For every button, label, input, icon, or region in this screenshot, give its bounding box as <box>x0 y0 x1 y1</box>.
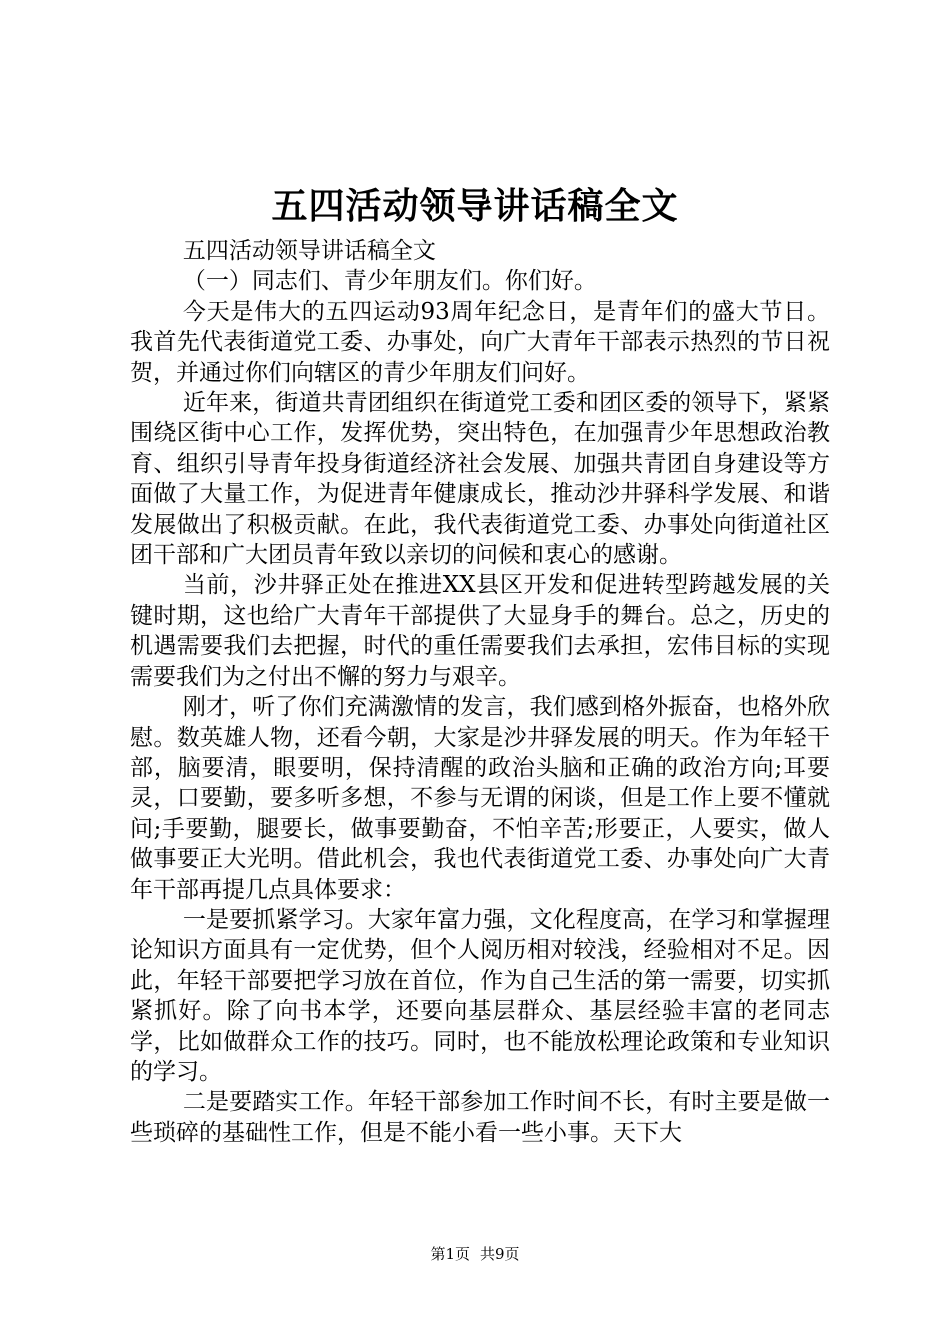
body-paragraph: 近年来，街道共青团组织在街道党工委和团区委的领导下，紧紧围绕区街中心工作，发挥优势，突出特色，在加强青少年思想政治教育、组织引导青年投身街道经济社会发展、加强共青团自身建设等方面做了大量工作，为促进青年健康成长，推动沙井驿科学发展、和谐发展做出了积极贡献。在此，我代表街道党工委、办事处向街道社区团干部和广大团员青年致以亲切的问候和衷心的感谢。 <box>130 390 830 569</box>
page-title: 五四活动领导讲话稿全文 <box>271 185 679 227</box>
subtitle-paragraph: 五四活动领导讲话稿全文 <box>182 238 436 264</box>
greeting-paragraph: （一）同志们、青少年朋友们。你们好。 <box>182 268 597 295</box>
page-number: 第1页 <box>430 1245 470 1263</box>
body-paragraph: 刚才，听了你们充满激情的发言，我们感到格外振奋，也格外欣慰。数英雄人物，还看今朝，大家是沙井驿发展的明天。作为年轻干部，脑要清，眼要明，保持清醒的政治头脑和正确的政治方向;耳要灵，口要勤，要多听多想，不参与无谓的闲谈，但是工作上要不懂就问;手要勤，腿要长，做事要勤奋，不怕辛苦;形要正，人要实，做人做事要正大光明。借此机会，我也代表街道党工委、办事处向广大青年干部再提几点具体要求： <box>130 694 830 903</box>
document-body <box>130 236 830 1148</box>
body-paragraph: 一是要抓紧学习。大家年富力强，文化程度高，在学习和掌握理论知识方面具有一定优势，但个人阅历相对较浅，经验相对不足。因此，年轻干部要把学习放在首位，作为自己生活的第一需要，切实抓紧抓好。除了向书本学，还要向基层群众、基层经验丰富的老同志学，比如做群众工作的技巧。同时，也不能放松理论政策和专业知识的学习。 <box>130 906 830 1085</box>
page-footer <box>0 1244 950 1264</box>
body-paragraph: 二是要踏实工作。年轻干部参加工作时间不长，有时主要是做一些琐碎的基础性工作，但是不能小看一些小事。天下大 <box>130 1089 830 1146</box>
page-total: 共9页 <box>480 1245 520 1263</box>
body-paragraph: 今天是伟大的五四运动93周年纪念日，是青年们的盛大节日。我首先代表街道党工委、办事处，向广大青年干部表示热烈的节日祝贺，并通过你们向辖区的青少年朋友们问好。 <box>130 298 830 386</box>
body-paragraph: 当前，沙井驿正处在推进XX县区开发和促进转型跨越发展的关键时期，这也给广大青年干部提供了大显身手的舞台。总之，历史的机遇需要我们去把握，时代的重任需要我们去承担，宏伟目标的实现需要我们为之付出不懈的努力与艰辛。 <box>130 572 830 690</box>
